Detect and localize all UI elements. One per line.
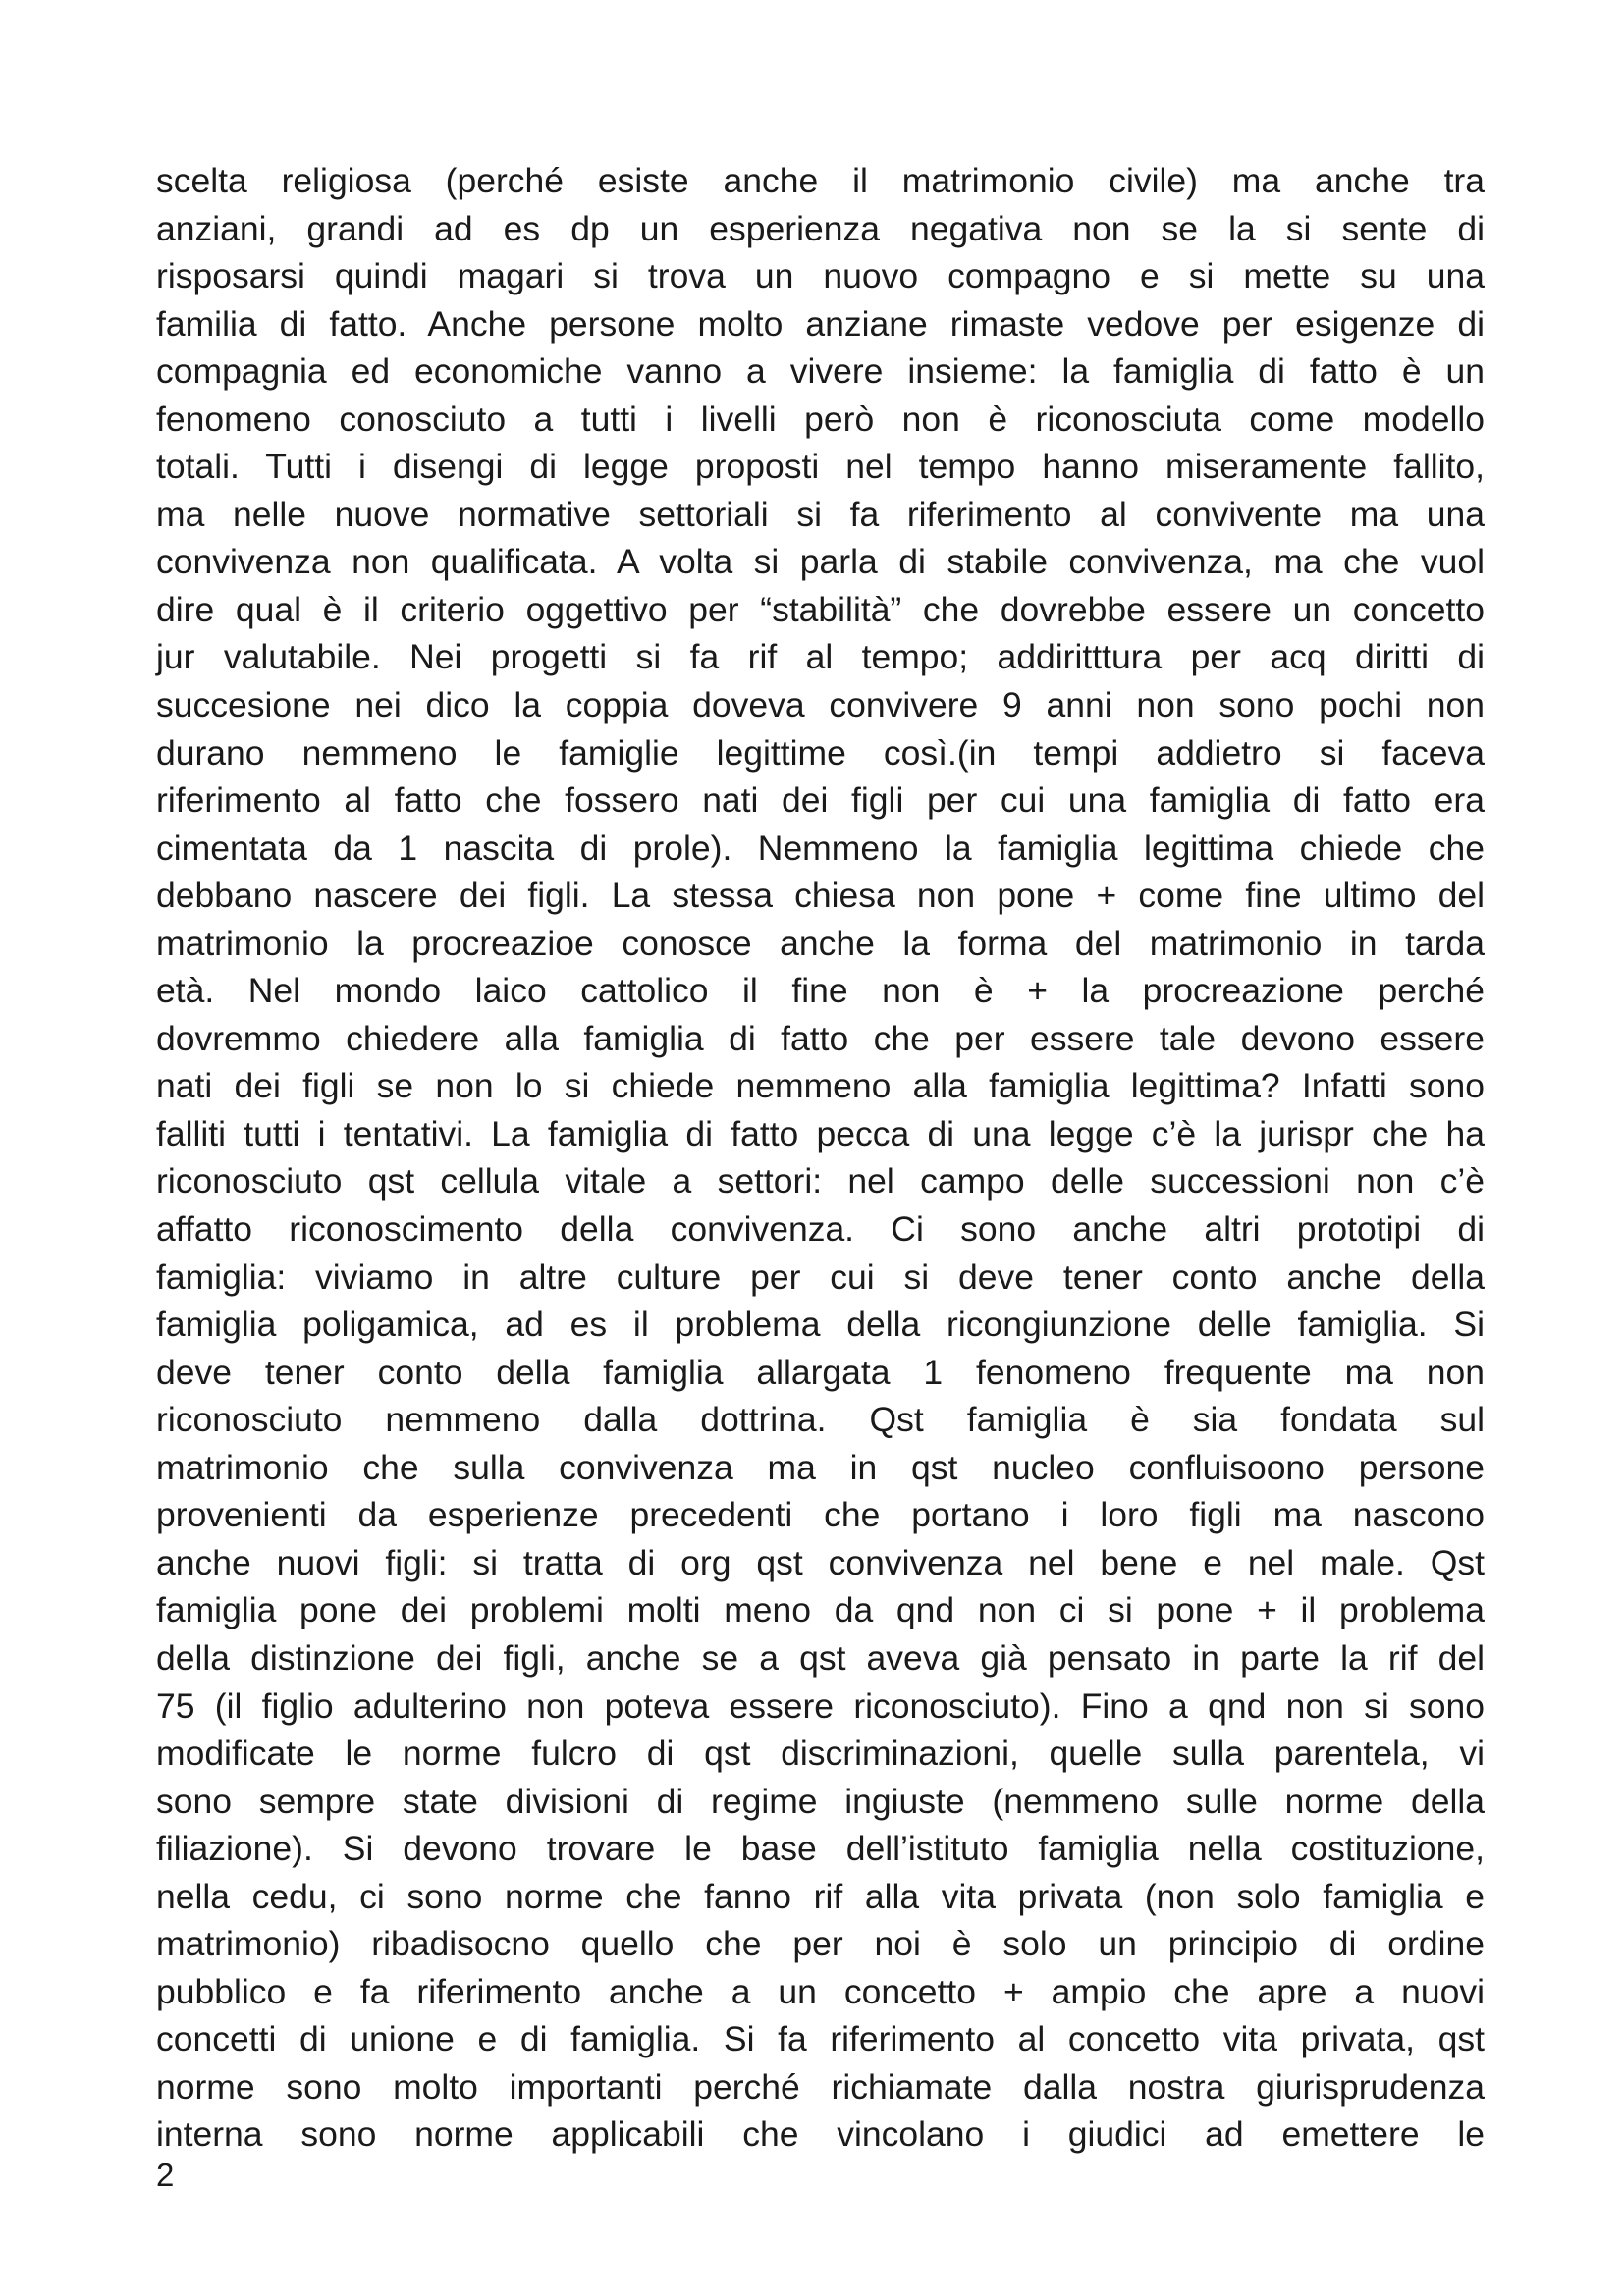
text-line: dovremmo chiedere alla famiglia di fatto che per essere tale devono essere	[156, 1018, 1485, 1058]
text-line: riferimento al fatto che fossero nati dei figli per cui una famiglia di fatto era	[156, 780, 1485, 821]
text-line: familia di fatto. Anche persone molto anziane rimaste vedove per esigenze di	[156, 303, 1485, 344]
text-line: sono sempre state divisioni di regime ingiuste (nemmeno sulle norme della	[156, 1781, 1485, 1821]
text-line: 75 (il figlio adulterino non poteva essere riconosciuto). Fino a qnd non si sono	[156, 1685, 1485, 1726]
text-line: interna sono norme applicabili che vincolano i giudici ad emettere le	[156, 2114, 1485, 2155]
body-text	[156, 157, 1485, 2159]
text-line: riconosciuto qst cellula vitale a settori: nel campo delle successioni non c’è	[156, 1161, 1485, 1201]
text-line: famiglia poligamica, ad es il problema della ricongiunzione delle famiglia. Si	[156, 1305, 1485, 1345]
text-line: nati dei figli se non lo si chiede nemmeno alla famiglia legittima? Infatti sono	[156, 1066, 1485, 1106]
text-line: cimentata da 1 nascita di prole). Nemmeno la famiglia legittima chiede che	[156, 828, 1485, 868]
text-line: anziani, grandi ad es dp un esperienza negativa non se la si sente di	[156, 208, 1485, 248]
text-line: dire qual è il criterio oggettivo per “stabilità” che dovrebbe essere un concetto	[156, 589, 1485, 629]
text-line: durano nemmeno le famiglie legittime così.(in tempi addietro si faceva	[156, 732, 1485, 773]
text-line: modificate le norme fulcro di qst discriminazioni, quelle sulla parentela, vi	[156, 1734, 1485, 1774]
text-line: matrimonio che sulla convivenza ma in qst nucleo confluisoono persone	[156, 1447, 1485, 1487]
text-line: famiglia pone dei problemi molti meno da qnd non ci si pone + il problema	[156, 1590, 1485, 1630]
text-line: nella cedu, ci sono norme che fanno rif alla vita privata (non solo famiglia e	[156, 1876, 1485, 1916]
text-line: provenienti da esperienze precedenti che portano i loro figli ma nascono	[156, 1495, 1485, 1535]
text-line: scelta religiosa (perché esiste anche il matrimonio civile) ma anche tra	[156, 161, 1485, 200]
text-line: debbano nascere dei figli. La stessa chiesa non pone + come fine ultimo del	[156, 876, 1485, 916]
text-line: convivenza non qualificata. A volta si parla di stabile convivenza, ma che vuol	[156, 542, 1485, 582]
text-line: jur valutabile. Nei progetti si fa rif al tempo; addiritttura per acq diritti di	[156, 637, 1485, 677]
text-line: affatto riconoscimento della convivenza. Ci sono anche altri prototipi di	[156, 1209, 1485, 1250]
page-number: 2	[156, 2157, 175, 2193]
text-line: norme sono molto importanti perché richiamate dalla nostra giurisprudenza	[156, 2066, 1485, 2107]
text-line: della distinzione dei figli, anche se a qst aveva già pensato in parte la rif del	[156, 1637, 1485, 1678]
text-line: deve tener conto della famiglia allargata 1 fenomeno frequente ma non	[156, 1352, 1485, 1392]
text-line: compagnia ed economiche vanno a vivere insieme: la famiglia di fatto è un	[156, 351, 1485, 392]
text-line: totali. Tutti i disengi di legge proposti nel tempo hanno miseramente fallito,	[156, 447, 1485, 487]
text-line: famiglia: viviamo in altre culture per cui si deve tener conto anche della	[156, 1256, 1485, 1297]
text-line: falliti tutti i tentativi. La famiglia di fatto pecca di una legge c’è la jurispr che ha	[156, 1113, 1485, 1153]
text-line: ma nelle nuove normative settoriali si fa riferimento al convivente ma una	[156, 494, 1485, 534]
text-line: filiazione). Si devono trovare le base dell’istituto famiglia nella costituzione,	[156, 1829, 1485, 1869]
text-line: pubblico e fa riferimento anche a un concetto + ampio che apre a nuovi	[156, 1971, 1485, 2011]
text-line: succesione nei dico la coppia doveva convivere 9 anni non sono pochi non	[156, 685, 1485, 725]
text-line: anche nuovi figli: si tratta di org qst convivenza nel bene e nel male. Qst	[156, 1542, 1485, 1582]
text-line: matrimonio la procreazioe conosce anche la forma del matrimonio in tarda	[156, 923, 1485, 963]
text-line: matrimonio) ribadisocno quello che per noi è solo un principio di ordine	[156, 1924, 1485, 1964]
text-line: riconosciuto nemmeno dalla dottrina. Qst famiglia è sia fondata sul	[156, 1400, 1485, 1440]
text-line: risposarsi quindi magari si trova un nuovo compagno e si mette su una	[156, 256, 1485, 296]
text-line: fenomeno conosciuto a tutti i livelli però non è riconosciuta come modello	[156, 399, 1485, 439]
text-line: concetti di unione e di famiglia. Si fa riferimento al concetto vita privata, qst	[156, 2019, 1485, 2059]
text-line: età. Nel mondo laico cattolico il fine non è + la procreazione perché	[156, 971, 1485, 1011]
